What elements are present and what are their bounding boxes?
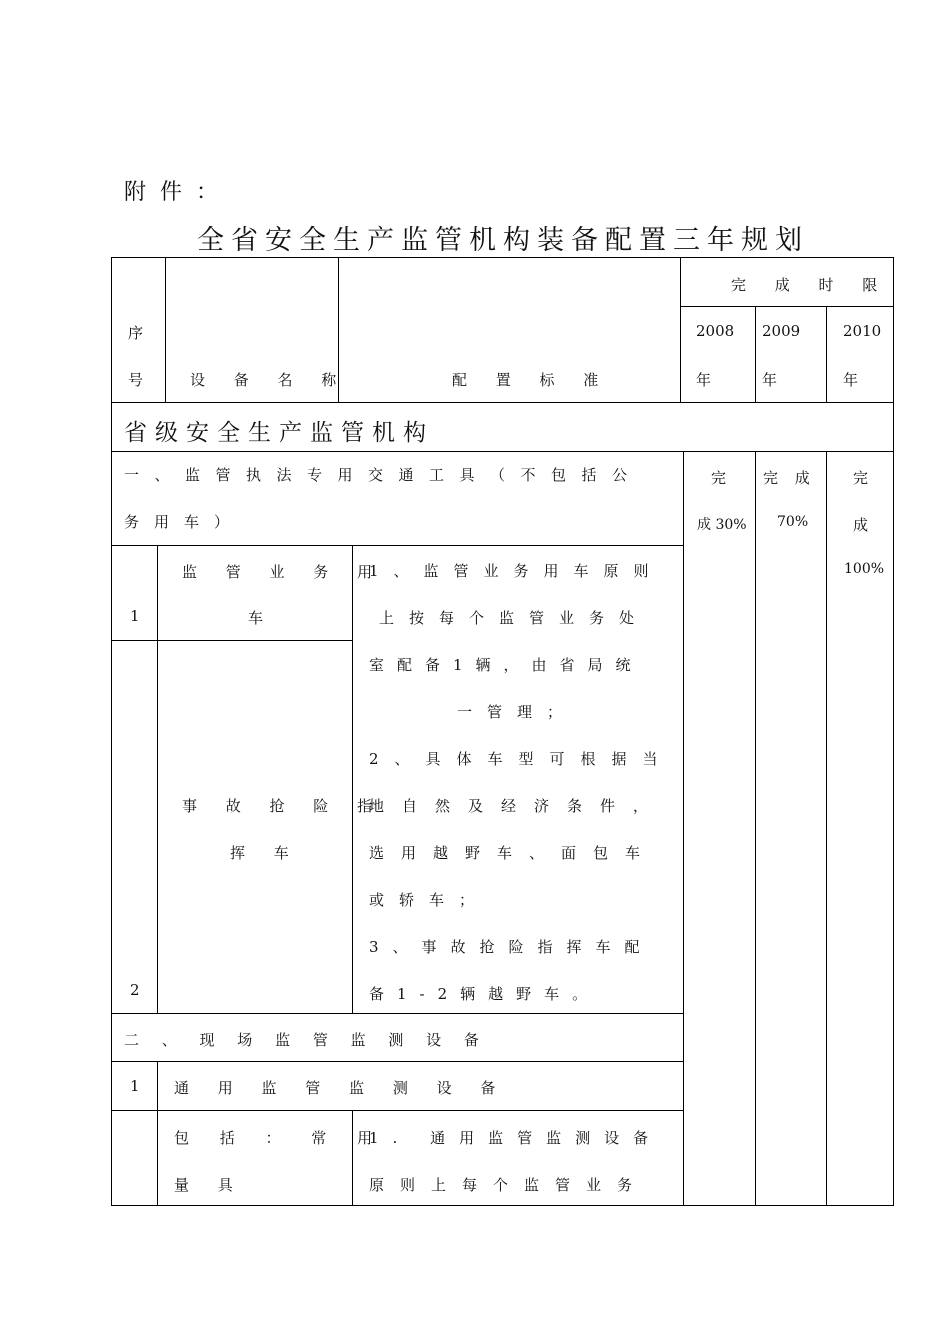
standard-line: 或轿车； xyxy=(369,891,490,909)
standard-line: 室配备1辆，由省局统 xyxy=(369,656,644,674)
standard-line: 上按每个监管业务处 xyxy=(379,609,650,627)
row2-seq: 2 xyxy=(130,981,140,999)
section-title: 省级安全生产监管机构 xyxy=(124,420,434,446)
header-equipment-name: 设 备 名 称 xyxy=(190,371,349,389)
row2-name-line1: 事 故 抢 险 指 xyxy=(182,797,385,815)
row3-name: 通 用 监 管 监 测 设 备 xyxy=(174,1079,508,1097)
completion-2010-line2: 成 xyxy=(853,516,869,534)
header-year-unit-2009: 年 xyxy=(762,371,778,389)
standard-line: 2、具体车型可根据当 xyxy=(369,750,674,768)
completion-2009-line1: 完 成 xyxy=(763,469,816,487)
row1-seq: 1 xyxy=(130,607,140,625)
category-1 xyxy=(124,452,666,546)
category-1-line1: 一、监管执法专用交通工具（不包括公 xyxy=(124,466,643,484)
completion-2009-line2: 70% xyxy=(777,514,809,530)
header-year-2009: 2009 xyxy=(762,322,801,340)
header-year-unit-2008: 年 xyxy=(696,371,712,389)
standard-line: 一管理； xyxy=(456,703,577,721)
header-year-unit-2010: 年 xyxy=(843,371,859,389)
completion-2010-line1: 完 xyxy=(853,469,869,487)
row3-seq: 1 xyxy=(130,1077,140,1095)
completion-2010-line3: 100% xyxy=(844,561,885,577)
row1-name-line2: 车 xyxy=(248,609,264,627)
header-deadline: 完 成 时 限 xyxy=(731,276,890,294)
standard-cell xyxy=(369,548,674,1018)
standard-line: 备1-2辆越野车。 xyxy=(369,985,601,1003)
header-standard: 配 置 标 准 xyxy=(452,371,611,389)
row4-std-line1: 1. 通用监管监测设备 xyxy=(369,1129,663,1147)
standard-line: 1、监管业务用车原则 xyxy=(369,562,664,580)
row4-name-line2: 量 具 xyxy=(174,1176,245,1194)
standard-line: 地自然及经济条件， xyxy=(369,797,667,815)
row4-name-line1: 包 括 ： 常 用 xyxy=(174,1129,386,1147)
attachment-label: 附件： xyxy=(124,180,233,205)
standard-line: 3、事故抢险指挥车配 xyxy=(369,938,654,956)
header-year-2010: 2010 xyxy=(843,322,882,340)
row1-name-line1: 监 管 业 务 用 xyxy=(182,563,385,581)
standard-line: 选用越野车、面包车 xyxy=(369,844,658,862)
category-1-line2: 务用车） xyxy=(124,513,245,531)
category-2: 二 、 现 场 监 管 监 测 设 备 xyxy=(124,1031,488,1049)
completion-2008-line1: 完 xyxy=(711,469,727,487)
completion-2008-line2: 成 30% xyxy=(697,517,747,533)
row2-name-line2: 挥 车 xyxy=(230,844,301,862)
header-seq-bottom: 号 xyxy=(128,371,144,389)
page-title: 全省安全生产监管机构装备配置三年规划 xyxy=(197,225,809,256)
row4-std-line2: 原则上每个监管业务 xyxy=(369,1176,649,1194)
header-seq-top: 序 xyxy=(128,324,144,342)
header-year-2008: 2008 xyxy=(696,322,735,340)
